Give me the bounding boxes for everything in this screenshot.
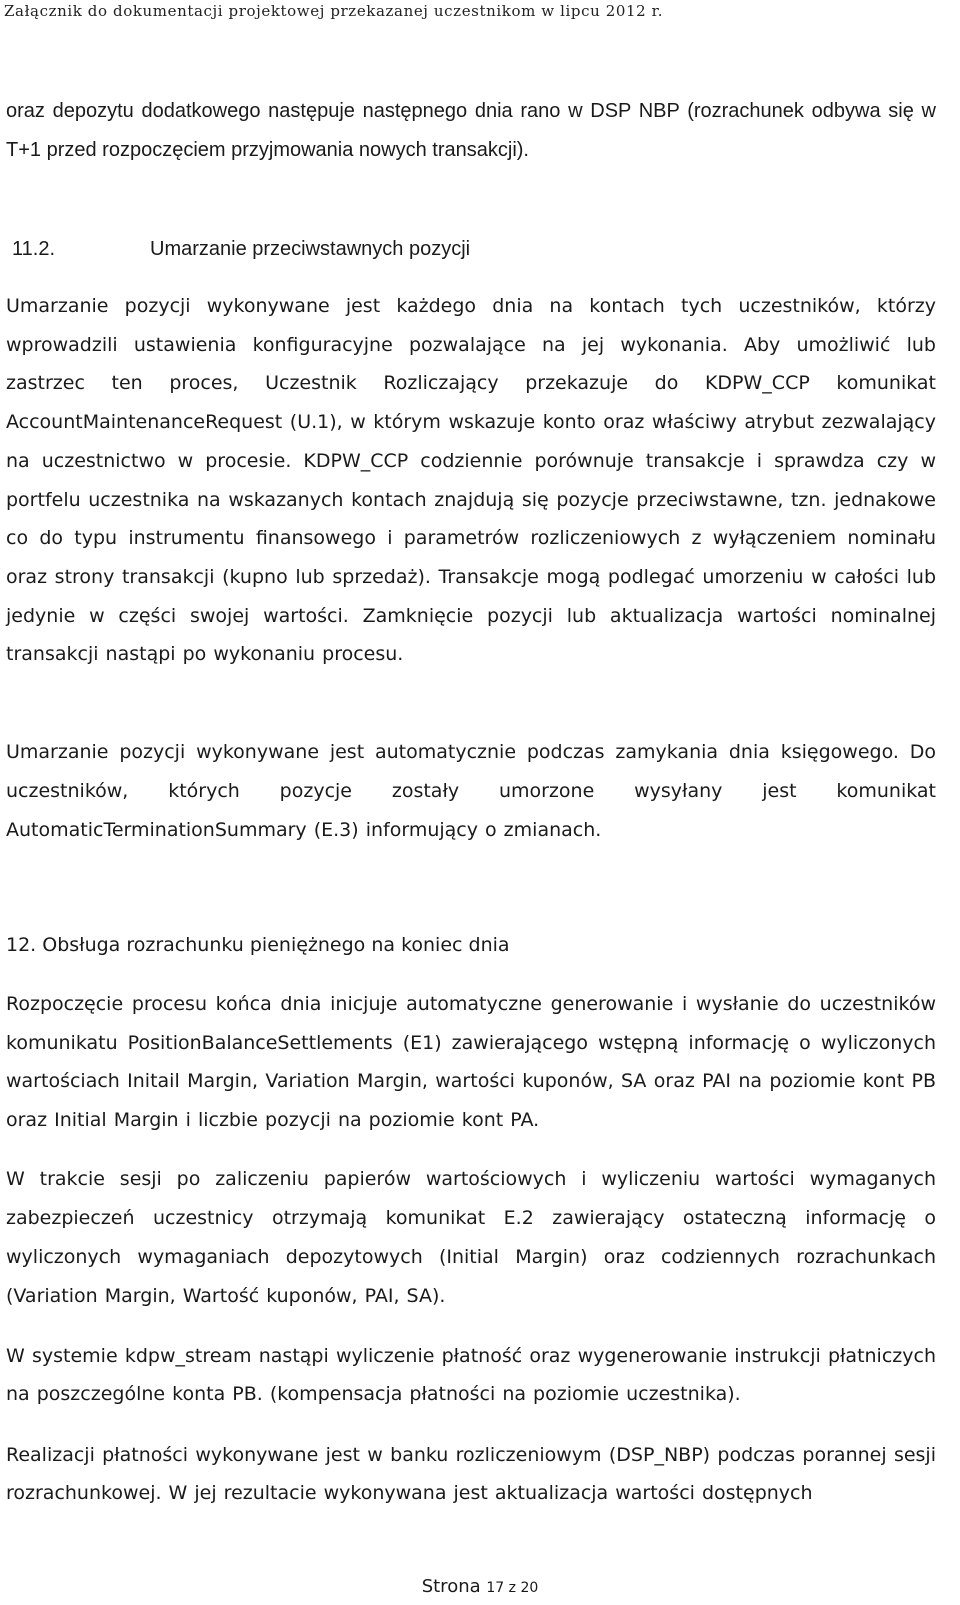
section-11-2-paragraph-2-container xyxy=(6,733,936,850)
section-title: Umarzanie przeciwstawnych pozycji xyxy=(150,238,471,260)
section-12-paragraph-4-container xyxy=(6,1436,936,1512)
section-12-heading xyxy=(6,930,936,960)
intro-paragraph-container xyxy=(6,92,936,170)
section-11-2-paragraph-2: Umarzanie pozycji wykonywane jest automatycznie podczas zamykania dnia księgowego. Do uczestników, których pozycje zostały umorzone wysyłany jest komunikat AutomaticTerminationSummary (E.3) informujący o zmianach. xyxy=(6,741,936,841)
footer-label: Strona xyxy=(421,1576,481,1597)
section-12-title: 12. Obsługa rozrachunku pieniężnego na koniec dnia xyxy=(6,934,510,956)
intro-paragraph: oraz depozytu dodatkowego następuje następnego dnia rano w DSP NBP (rozrachunek odbywa się w T+1 przed rozpoczęciem przyjmowania nowych transakcji). xyxy=(6,100,936,161)
section-12-paragraph-3-container xyxy=(6,1337,936,1413)
section-12-paragraph-2: W trakcie sesji po zaliczeniu papierów wartościowych i wyliczeniu wartości wymaganych zabezpieczeń uczestnicy otrzymają komunikat E.2 zawierający ostateczną informację o wyliczonych wymaganiach depozytowych (Initial Margin) oraz codziennych rozrachunkach (Variation Margin, Wartość kuponów, PAI, SA). xyxy=(6,1168,936,1307)
section-12-paragraph-3: W systemie kdpw_stream nastąpi wyliczenie płatność oraz wygenerowanie instrukcji płatniczych na poszczególne konta PB. (kompensacja płatności na poziomie uczestnika). xyxy=(6,1345,936,1405)
section-number: 11.2. xyxy=(12,238,55,260)
footer-page-number: 17 z 20 xyxy=(486,1580,539,1596)
section-11-2-paragraph-1: Umarzanie pozycji wykonywane jest każdego dnia na kontach tych uczestników, którzy wprowadzili ustawienia konfiguracyjne pozwalające na jej wykonania. Aby umożliwić lub zastrzec ten proces, Uczestnik Rozliczający przekazuje do KDPW_CCP komunikat AccountMaintenanceRequest (U.1), w którym wskazuje konto oraz właściwy atrybut zezwalający na uczestnictwo w procesie. KDPW_CCP codziennie porównuje transakcje i sprawdza czy w portfelu uczestnika na wskazanych kontach znajdują się pozycje przeciwstawne, tzn. jednakowe co do typu instrumentu finansowego i parametrów rozliczeniowych z wyłączeniem nominału oraz strony transakcji (kupno lub sprzedaż). Transakcje mogą podlegać umorzeniu w całości lub jedynie w części swojej wartości. Zamknięcie pozycji lub aktualizacja wartości nominalnej transakcji nastąpi po wykonaniu procesu. xyxy=(6,295,936,666)
document-header: Załącznik do dokumentacji projektowej przekazanej uczestnikom w lipcu 2012 r. xyxy=(4,2,664,20)
section-12-paragraph-1: Rozpoczęcie procesu końca dnia inicjuje automatyczne generowanie i wysłanie do uczestników komunikatu PositionBalanceSettlements (E1) zawierającego wstępną informację o wyliczonych wartościach Initail Margin, Variation Margin, wartości kuponów, SA oraz PAI na poziomie kont PB oraz Initial Margin i liczbie pozycji na poziomie kont PA. xyxy=(6,993,936,1131)
page-footer xyxy=(0,1576,960,1597)
section-12-paragraph-1-container xyxy=(6,985,936,1139)
section-12-paragraph-2-container xyxy=(6,1160,936,1316)
section-11-2-heading xyxy=(6,234,936,264)
section-12-paragraph-4: Realizacji płatności wykonywane jest w banku rozliczeniowym (DSP_NBP) podczas porannej sesji rozrachunkowej. W jej rezultacie wykonywana jest aktualizacja wartości dostępnych xyxy=(6,1444,936,1504)
section-11-2-paragraph-1-container xyxy=(6,287,936,674)
